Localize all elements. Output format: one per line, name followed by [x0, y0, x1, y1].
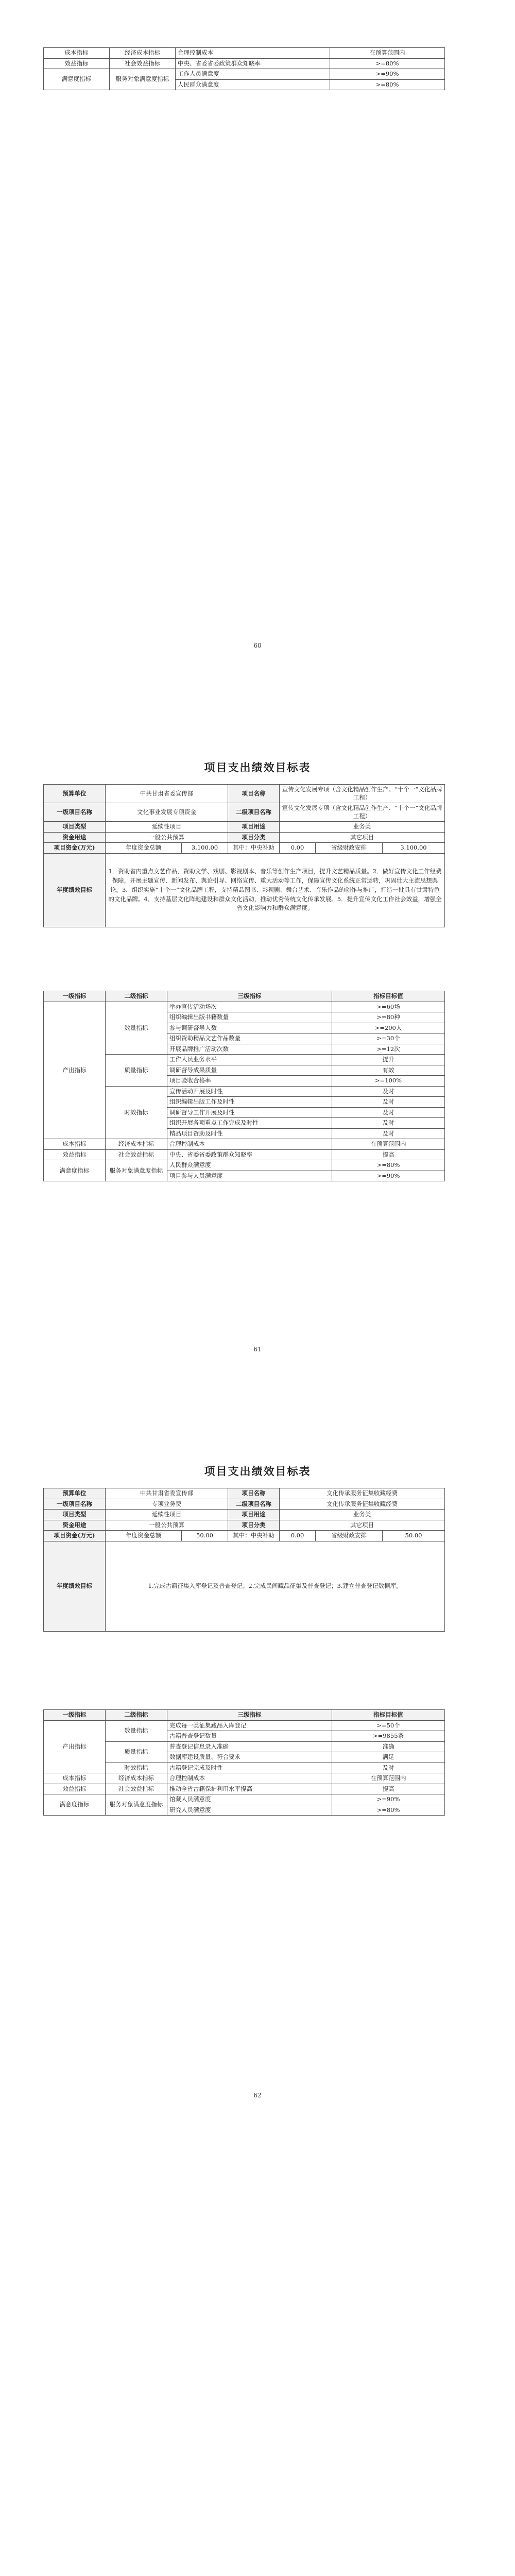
central-value: 0.00 — [280, 1531, 316, 1541]
table-row — [44, 991, 445, 1002]
level1-cell: 成本指标 — [44, 1139, 106, 1150]
fund-use-label: 资金用途 — [44, 832, 106, 843]
value-cell: >=200人 — [332, 1023, 445, 1033]
level3-cell: 完成每一类征集藏品入库登记 — [167, 1720, 332, 1731]
local-label: 省级财政安排 — [316, 843, 383, 854]
central-label: 其中：中央补助 — [228, 1531, 280, 1541]
funds-label: 项目资金(万元) — [44, 843, 106, 854]
indicator-table — [43, 991, 445, 1181]
value-cell: >=90% — [332, 1171, 445, 1181]
level3-cell: 数据库建设质量、符合要求 — [167, 1752, 332, 1763]
page-number: 61 — [253, 1346, 262, 1353]
project-class-value: 其它项目 — [280, 1520, 445, 1531]
level3-cell: 古籍登记完成及时性 — [167, 1762, 332, 1773]
col-header-level3: 三级指标 — [167, 991, 332, 1002]
project-type-value: 延续性项目 — [106, 1510, 228, 1520]
table-row — [44, 48, 445, 59]
value-cell: >=90% — [330, 69, 445, 80]
level1-project-value: 文化事业发展专项资金 — [106, 803, 228, 822]
project-usage-label: 项目用途 — [228, 822, 280, 833]
table-row — [44, 1149, 445, 1160]
table-row — [44, 785, 445, 803]
value-cell: 及时 — [332, 1107, 445, 1118]
value-cell: 提升 — [332, 1055, 445, 1065]
funds-label: 项目资金(万元) — [44, 1531, 106, 1541]
value-cell: >=80% — [330, 58, 445, 69]
table-row — [44, 1002, 445, 1012]
level2-cell: 社会效益指标 — [106, 1784, 167, 1794]
value-cell: 准确 — [332, 1741, 445, 1752]
level2-project-label: 二级项目名称 — [228, 1499, 280, 1510]
level3-cell: 调研督导工作开展及时性 — [167, 1107, 332, 1118]
budget-unit-value: 中共甘肃省委宣传部 — [106, 1488, 228, 1499]
table-row — [44, 58, 445, 69]
level3-cell: 宣传活动开展及时性 — [167, 1086, 332, 1097]
level1-cell: 效益指标 — [44, 1784, 106, 1794]
col-header-level1: 一级指标 — [44, 1710, 106, 1721]
level1-project-value: 专项业务费 — [106, 1499, 228, 1510]
value-cell: 有效 — [332, 1065, 445, 1076]
level2-cell: 经济成本指标 — [106, 1773, 167, 1784]
col-header-level3: 三级指标 — [167, 1710, 332, 1721]
level3-cell: 合理控制成本 — [176, 48, 330, 59]
annual-total-label: 年度资金总额 — [106, 1531, 182, 1541]
value-cell: >=90% — [332, 1794, 445, 1805]
level2-project-value: 宣传文化发展专项（含文化精品创作生产、“十个一”文化品牌工程） — [280, 803, 445, 822]
value-cell: >=80% — [330, 79, 445, 90]
value-cell: >=9855条 — [332, 1731, 445, 1742]
project-usage-label: 项目用途 — [228, 1510, 280, 1520]
level2-cell: 经济成本指标 — [106, 1139, 167, 1150]
project-name-value: 文化传承服务征集收藏经费 — [280, 1488, 445, 1499]
project-class-value: 其它项目 — [280, 832, 445, 843]
page-title: 项目支出绩效目标表 — [204, 761, 311, 774]
level3-cell: 组织编辑出版书籍数量 — [167, 1012, 332, 1023]
level2-project-value: 文化传承服务征集收藏经费 — [280, 1499, 445, 1510]
annual-total-label: 年度资金总额 — [106, 843, 182, 854]
table-row — [44, 1773, 445, 1784]
level1-cell: 成本指标 — [44, 1773, 106, 1784]
level3-cell: 合理控制成本 — [167, 1773, 332, 1784]
fund-use-value: 一般公共预算 — [106, 1520, 228, 1531]
level3-cell: 古籍普查登记数量 — [167, 1731, 332, 1742]
level2-cell: 服务对象满意度指标 — [110, 69, 176, 90]
central-value: 0.00 — [280, 843, 316, 854]
level1-cell: 成本指标 — [44, 48, 110, 59]
level3-cell: 组织编辑出版工作及时性 — [167, 1097, 332, 1108]
value-cell: 在预算范围内 — [330, 48, 445, 59]
table-row — [44, 1784, 445, 1794]
quantity-label: 数量指标 — [106, 1002, 167, 1055]
level3-cell: 工作人员业务水平 — [167, 1055, 332, 1065]
satisfaction-level2: 服务对象满意度指标 — [106, 1160, 167, 1181]
level1-project-label: 一级项目名称 — [44, 803, 106, 822]
budget-unit-value: 中共甘肃省委宣传部 — [106, 785, 228, 803]
level3-cell: 开展品牌推广活动次数 — [167, 1044, 332, 1055]
value-cell: 及时 — [332, 1118, 445, 1129]
output-label: 产出指标 — [44, 1002, 106, 1139]
table-row — [44, 832, 445, 843]
goal-label: 年度绩效目标 — [44, 853, 106, 927]
project-name-value: 宣传文化发展专项（含文化精品创作生产、“十个一”文化品牌工程） — [280, 785, 445, 803]
output-label: 产出指标 — [44, 1720, 106, 1773]
project-class-label: 项目分类 — [228, 1520, 280, 1531]
level1-cell: 效益指标 — [44, 58, 110, 69]
table-row — [44, 1139, 445, 1150]
quality-label: 质量指标 — [106, 1055, 167, 1087]
table-row — [44, 1488, 445, 1499]
value-cell: >=80% — [332, 1805, 445, 1816]
value-cell: >=30个 — [332, 1033, 445, 1044]
goal-table — [43, 1488, 445, 1632]
table-row — [44, 1160, 445, 1171]
col-header-level2: 二级指标 — [106, 991, 167, 1002]
level3-cell: 馆藏人员满意度 — [167, 1794, 332, 1805]
value-cell: 在预算范围内 — [332, 1139, 445, 1150]
satisfaction-label: 满意度指标 — [44, 1160, 106, 1181]
local-value: 50.00 — [383, 1531, 445, 1541]
level3-cell: 中央、省委省委政策群众知晓率 — [176, 58, 330, 69]
carryover-table — [43, 47, 445, 90]
page-number: 62 — [253, 2092, 262, 2099]
project-usage-value: 业务类 — [280, 1510, 445, 1520]
project-class-label: 项目分类 — [228, 832, 280, 843]
project-type-value: 延续性项目 — [106, 822, 228, 833]
goal-text: 1．资助省内重点文艺作品，资助文学、戏剧、影视剧本、音乐等创作生产项目，提升文艺精品质量。2．做好宣传文化工作经费保障，开展主题宣传、新闻发布、舆论引导、网络宣传、重大活动等工作，保障宣传文化系统正常运转，巩固壮大主流思想舆论。3．组织实施“十个一”文化品牌工程，支持精品图书、影视剧、舞台艺术、音乐作品的创作与推广，打造一批具有甘肃特色的文化品牌。4．支持基层文化阵地建设和群众文化活动，推动优秀传统文化传承发展。5．提升宣传文化工作社会效益，增强全省文化影响力和群众满意度。 — [106, 853, 445, 927]
page-number: 60 — [253, 642, 262, 649]
local-label: 省级财政安排 — [316, 1531, 383, 1541]
level2-cell: 社会效益指标 — [106, 1149, 167, 1160]
level1-cell: 满意度指标 — [44, 69, 110, 90]
col-header-level1: 一级指标 — [44, 991, 106, 1002]
table-row — [44, 803, 445, 822]
level3-cell: 推动全省古籍保护利用水平提高 — [167, 1784, 332, 1794]
level3-cell: 精品项目资助及时性 — [167, 1128, 332, 1139]
value-cell: >=12次 — [332, 1044, 445, 1055]
central-label: 其中：中央补助 — [228, 843, 280, 854]
level2-cell: 社会效益指标 — [110, 58, 176, 69]
level3-cell: 研究人员满意度 — [167, 1805, 332, 1816]
level3-cell: 举办宣传活动场次 — [167, 1002, 332, 1012]
annual-total-value: 3,100.00 — [182, 843, 228, 854]
quality-label: 质量指标 — [106, 1741, 167, 1762]
project-type-label: 项目类型 — [44, 822, 106, 833]
timeliness-label: 时效指标 — [106, 1086, 167, 1139]
project-type-label: 项目类型 — [44, 1510, 106, 1520]
table-row — [44, 1720, 445, 1731]
value-cell: 及时 — [332, 1086, 445, 1097]
level3-cell: 调研督导成果质量 — [167, 1065, 332, 1076]
level3-cell: 项目验收合格率 — [167, 1076, 332, 1087]
goal-text: 1.完成古籍征集入库登记及普查登记；2.完成民间藏品征集及普查登记；3.建立普查登记数据库。 — [106, 1541, 445, 1631]
value-cell: 及时 — [332, 1128, 445, 1139]
table-row — [44, 853, 445, 927]
level1-project-label: 一级项目名称 — [44, 1499, 106, 1510]
quantity-label: 数量指标 — [106, 1720, 167, 1741]
level3-cell: 项目参与人员满意度 — [167, 1171, 332, 1181]
level3-cell: 中央、省委省委政策群众知晓率 — [167, 1149, 332, 1160]
value-cell: 提高 — [332, 1784, 445, 1794]
value-cell: 满足 — [332, 1752, 445, 1763]
value-cell: 及时 — [332, 1097, 445, 1108]
table-row — [44, 1520, 445, 1531]
col-header-value: 指标目标值 — [332, 1710, 445, 1721]
level1-cell: 效益指标 — [44, 1149, 106, 1160]
value-cell: >=50个 — [332, 1720, 445, 1731]
project-name-label: 项目名称 — [228, 1488, 280, 1499]
level3-cell: 组织开展各项重点工作完成及时性 — [167, 1118, 332, 1129]
indicator-table — [43, 1709, 445, 1816]
value-cell: >=100% — [332, 1076, 445, 1087]
level3-cell: 人民群众满意度 — [167, 1160, 332, 1171]
level3-cell: 参与调研督导人数 — [167, 1023, 332, 1033]
timeliness-label: 时效指标 — [106, 1762, 167, 1773]
table-row — [44, 1541, 445, 1631]
table-row — [44, 1499, 445, 1510]
level3-cell: 人民群众满意度 — [176, 79, 330, 90]
col-header-level2: 二级指标 — [106, 1710, 167, 1721]
level3-cell: 普查登记信息录入准确 — [167, 1741, 332, 1752]
fund-use-label: 资金用途 — [44, 1520, 106, 1531]
table-row — [44, 69, 445, 80]
table-row — [44, 822, 445, 833]
value-cell: >=60场 — [332, 1002, 445, 1012]
project-name-label: 项目名称 — [228, 785, 280, 803]
level2-project-label: 二级项目名称 — [228, 803, 280, 822]
value-cell: 及时 — [332, 1762, 445, 1773]
budget-unit-label: 预算单位 — [44, 1488, 106, 1499]
satisfaction-label: 满意度指标 — [44, 1794, 106, 1816]
annual-total-value: 50.00 — [182, 1531, 228, 1541]
satisfaction-level2: 服务对象满意度指标 — [106, 1794, 167, 1816]
level3-cell: 工作人员满意度 — [176, 69, 330, 80]
value-cell: >=80% — [332, 1160, 445, 1171]
page-title: 项目支出绩效目标表 — [204, 1465, 311, 1478]
col-header-value: 指标目标值 — [332, 991, 445, 1002]
table-row — [44, 1510, 445, 1520]
table-row — [44, 1710, 445, 1721]
goal-table — [43, 784, 445, 927]
level3-cell: 组织资助精品文艺作品数量 — [167, 1033, 332, 1044]
goal-label: 年度绩效目标 — [44, 1541, 106, 1631]
value-cell: 在预算范围内 — [332, 1773, 445, 1784]
table-row — [44, 1794, 445, 1805]
level2-cell: 经济成本指标 — [110, 48, 176, 59]
value-cell: 提高 — [332, 1149, 445, 1160]
project-usage-value: 业务类 — [280, 822, 445, 833]
value-cell: >=80种 — [332, 1012, 445, 1023]
local-value: 3,100.00 — [383, 843, 445, 854]
table-row — [44, 1531, 445, 1541]
level3-cell: 合理控制成本 — [167, 1139, 332, 1150]
table-row — [44, 843, 445, 854]
fund-use-value: 一般公共预算 — [106, 832, 228, 843]
budget-unit-label: 预算单位 — [44, 785, 106, 803]
